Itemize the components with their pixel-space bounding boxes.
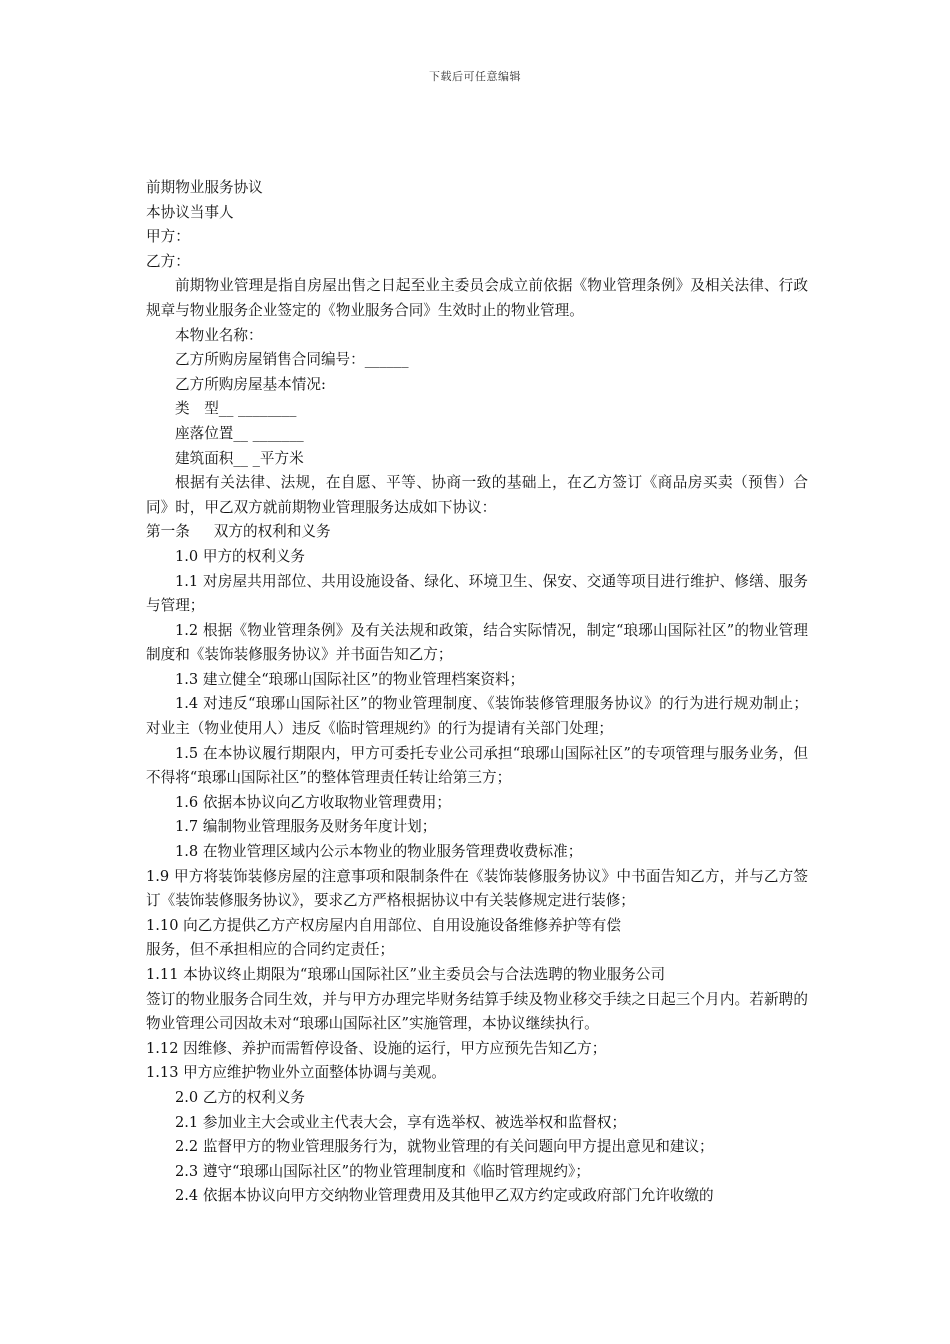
- property-name-line: 本物业名称：: [175, 326, 263, 344]
- section-2-1: 2.1 参加业主大会或业主代表大会，享有选举权、被选举权和监督权；: [175, 1113, 627, 1131]
- section-1-10-line-1: 1.10 向乙方提供乙方产权房屋内自用部位、自用设施设备维修养护等有偿: [146, 916, 621, 934]
- floor-area-line: 建筑面积__ _平方米: [175, 449, 304, 467]
- section-2-0: 2.0 乙方的权利义务: [175, 1088, 306, 1106]
- article-1-title: 双方的权利和义务: [213, 523, 331, 541]
- page-header: 下载后可任意编辑: [429, 70, 521, 83]
- section-1-11-line-1: 1.11 本协议终止期限为“琅琊山国际社区”业主委员会与合法选聘的物业服务公司: [146, 966, 666, 983]
- party-b-line: 乙方：: [146, 252, 190, 270]
- section-1-7: 1.7 编制物业管理服务及财务年度计划；: [175, 818, 437, 836]
- section-1-13: 1.13 甲方应维护物业外立面整体协调与美观。: [146, 1064, 446, 1082]
- section-1-3: 1.3 建立健全“琅琊山国际社区”的物业管理档案资料；: [175, 670, 525, 688]
- basic-info-heading: 乙方所购房屋基本情况:: [175, 375, 326, 393]
- section-1-5: 1.5 在本协议履行期限内，甲方可委托专业公司承担“琅琊山国际社区”的专项管理与服务业务，但不得将“琅琊山国际社区”的整体管理责任转让给第三方；: [146, 744, 808, 787]
- contract-number-line: 乙方所购房屋销售合同编号：______: [175, 351, 409, 369]
- section-1-10-line-2: 服务，但不承担相应的合同约定责任；: [146, 941, 395, 959]
- parties-intro: 本协议当事人: [146, 203, 234, 221]
- section-2-3: 2.3 遵守“琅琊山国际社区”的物业管理制度和《临时管理规约》；: [175, 1162, 590, 1180]
- definition-paragraph: 前期物业管理是指自房屋出售之日起至业主委员会成立前依据《物业管理条例》及相关法律、行政规章与物业服务企业签定的《物业服务合同》生效时止的物业管理。: [146, 277, 808, 319]
- section-1-11-line-2: 签订的物业服务合同生效，并与甲方办理完毕财务结算手续及物业移交手续之日起三个月内。若新聘的物业管理公司因故未对“琅琊山国际社区”实施管理，本协议继续执行。: [146, 990, 808, 1033]
- section-2-4: 2.4 依据本协议向甲方交纳物业管理费用及其他甲乙双方约定或政府部门允许收缴的: [175, 1187, 714, 1205]
- article-1-number: 第一条: [146, 523, 190, 541]
- section-2-2: 2.2 监督甲方的物业管理服务行为，就物业管理的有关问题向甲方提出意见和建议；: [175, 1138, 714, 1156]
- document-title: 前期物业服务协议: [146, 179, 263, 196]
- party-a-line: 甲方：: [146, 228, 190, 246]
- section-1-6: 1.6 依据本协议向乙方收取物业管理费用；: [175, 793, 451, 811]
- document-body: [146, 176, 808, 1209]
- house-type-line: 类 型__ ________: [175, 400, 297, 418]
- house-location-line: 座落位置__ _______: [175, 424, 304, 442]
- section-1-2: 1.2 根据《物业管理条例》及有关法规和政策，结合实际情况，制定“琅琊山国际社区”的物业管理制度和《装饰装修服务协议》并书面告知乙方；: [146, 621, 808, 664]
- article-1-heading: [146, 520, 808, 545]
- section-1-4: 1.4 对违反“琅琊山国际社区”的物业管理制度、《装饰装修管理服务协议》的行为进行规劝制止；对业主（物业使用人）违反《临时管理规约》的行为提请有关部门处理；: [146, 695, 808, 738]
- section-1-12: 1.12 因维修、养护而需暂停设备、设施的运行，甲方应预先告知乙方；: [146, 1039, 607, 1057]
- section-1-9: 1.9 甲方将装饰装修房屋的注意事项和限制条件在《装饰装修服务协议》中书面告知乙方，并与乙方签订《装饰装修服务协议》，要求乙方严格根据协议中有关装修规定进行装修；: [146, 867, 808, 910]
- section-1-1: 1.1 对房屋共用部位、共用设施设备、绿化、环境卫生、保安、交通等项目进行维护、修缮、服务与管理；: [146, 572, 808, 615]
- section-1-8: 1.8 在物业管理区域内公示本物业的物业服务管理费收费标准；: [175, 843, 583, 861]
- section-1-0: 1.0 甲方的权利义务: [175, 547, 306, 565]
- basis-paragraph: 根据有关法律、法规，在自愿、平等、协商一致的基础上，在乙方签订《商品房买卖（预售）合同》时，甲乙双方就前期物业管理服务达成如下协议：: [146, 474, 808, 516]
